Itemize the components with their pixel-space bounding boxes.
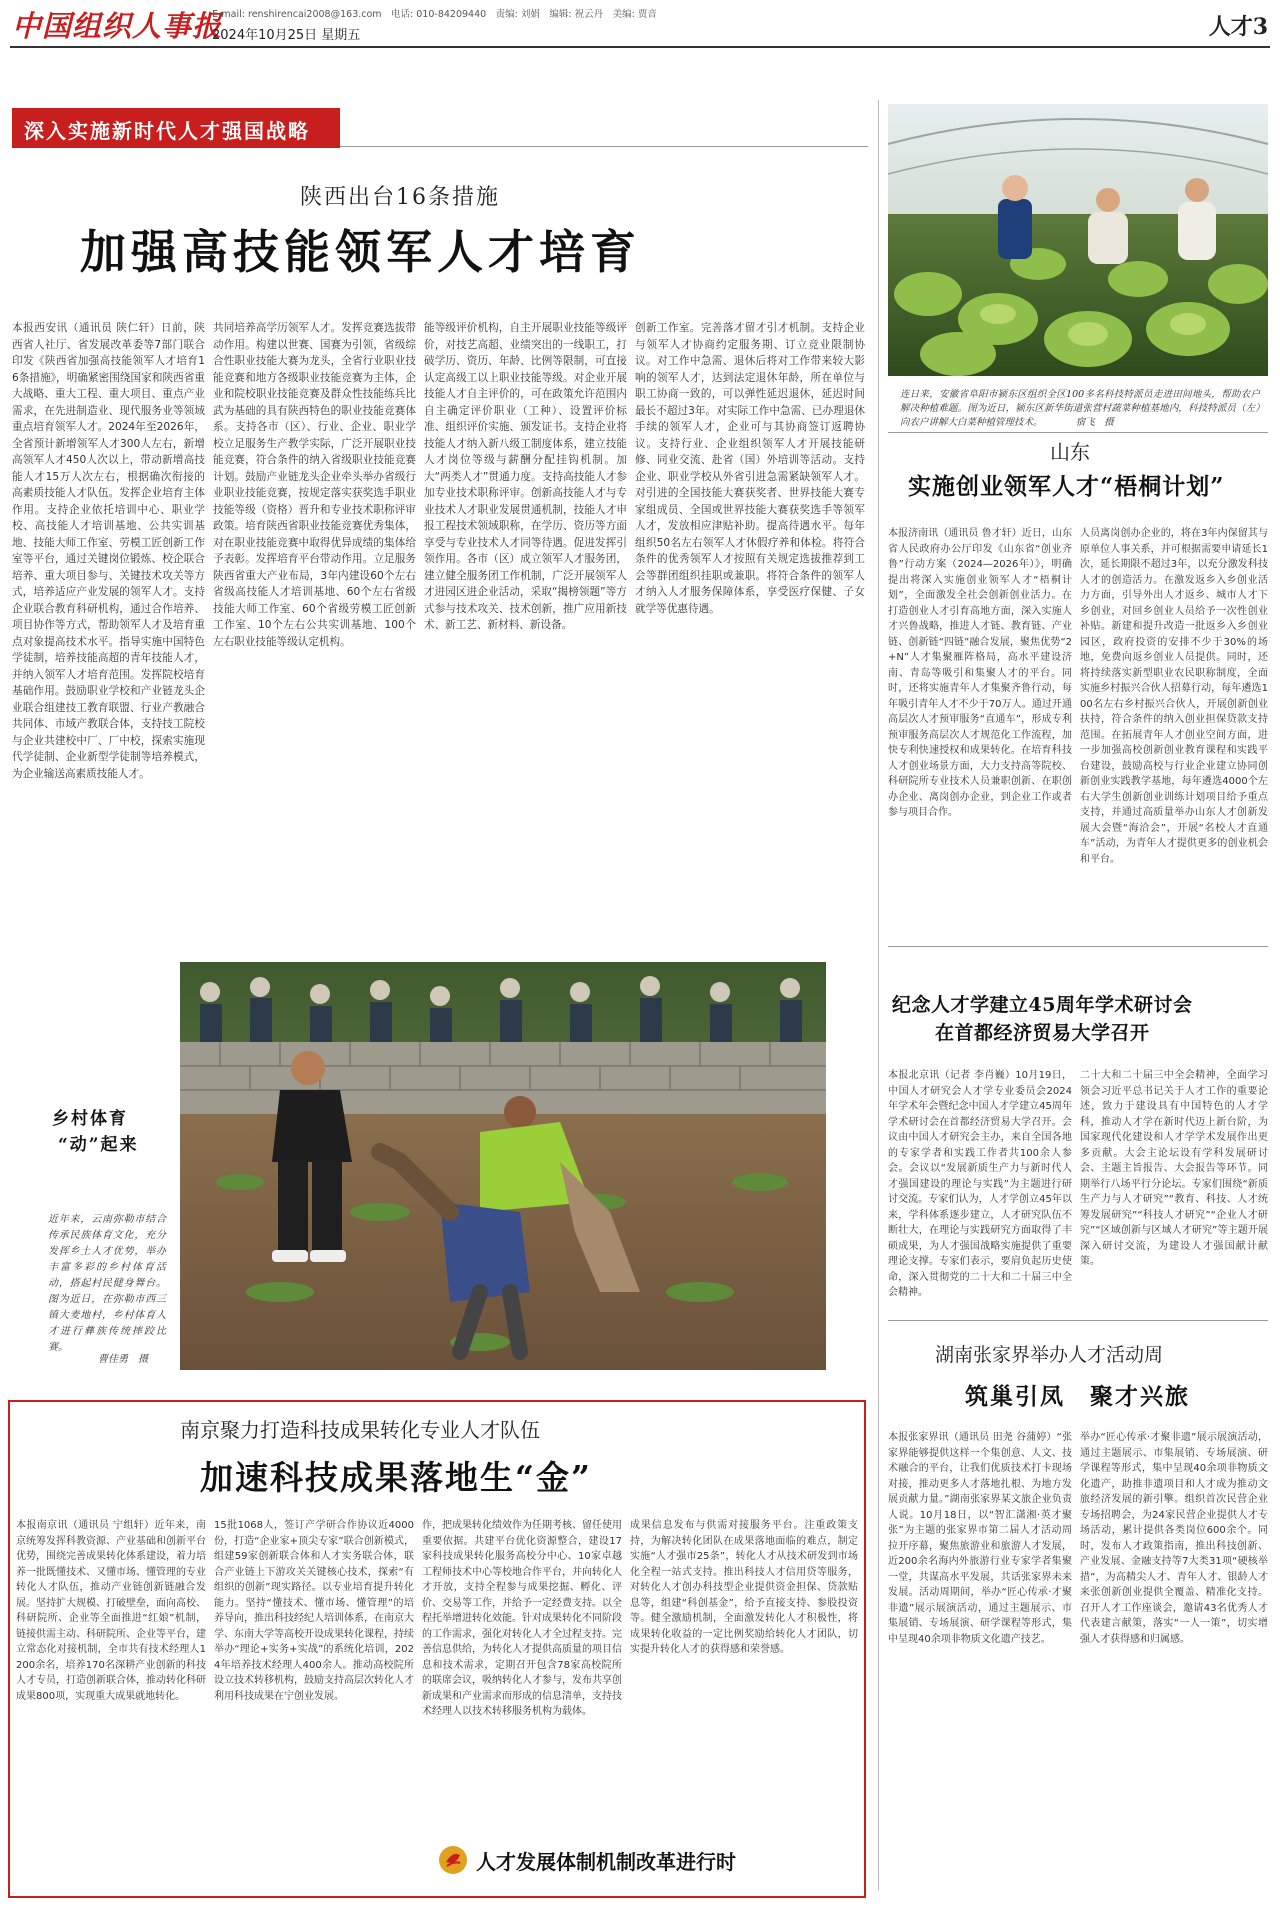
- shandong-col-2: [1080, 526, 1268, 940]
- topic-banner: [12, 108, 340, 148]
- hunan-kicker: 湖南张家界举办人才活动周: [935, 1344, 1164, 1366]
- nanjing-col-4: [630, 1518, 858, 1836]
- hunan-headline: 筑巢引凤 聚才兴旅: [965, 1383, 1190, 1410]
- sports-title-1: 乡村体育: [52, 1109, 128, 1129]
- lead-col-4-text: 创新工作室。完善落才留才引才机制。支持企业与领军人才协商约定服务期、订立竞业限制协议。对工作中急需、退休后将对工作带来较大影响的领军人才，达到法定退休年龄，所在单位与职工协商一致的，可以弹性延迟退休，延迟时间最长不超过3年。对实际工作中急需、已办理退休手续的领军人才，企业可与其协商签订返聘协议。支持行业、企业组织领军人才开展技能研修、同业交流、赴省（国）外培训等活动。支持企业、职业学校从外省引进急需紧缺领军人才。对引进的全国技能大赛获奖者、世界技能大赛专家组成员、全国或世界技能大赛获奖选手等领军人才，发放相应津贴补助。提高待遇水平。每年组织50名左右领军人才休假疗养和体检。将符合条件的优秀领军人才按照有关规定选拔推荐到工会等群团组织挂职或兼职。将符合条件的领军人才纳入人才服务保障体系，享受医疗保健、子女就学等优惠待遇。: [635, 322, 865, 615]
- nanjing-col-3: [422, 1518, 622, 1890]
- masthead: [0, 0, 1280, 46]
- nanjing-col-2: [214, 1518, 414, 1890]
- column-divider: [878, 100, 879, 1890]
- greenhouse-photo: [888, 104, 1268, 376]
- wrestling-photo: [180, 962, 826, 1370]
- hunan-col-2: [1080, 1430, 1268, 1890]
- shandong-rule: [888, 946, 1268, 947]
- banner-rule: [340, 146, 868, 147]
- wrestling-illustration: [180, 962, 826, 1370]
- photo1-rule: [888, 432, 1268, 433]
- shandong-col-1: [888, 526, 1072, 940]
- greenhouse-caption: 连日来，安徽省阜阳市颍东区组织全区100多名科技特派员走进田间地头，帮助农户解决种植难题。图为近日，颍东区新华街道张营村蔬菜种植基地内，科技特派员（左）向农户讲解大白菜种植管理技术。 宿飞 摄: [900, 389, 1260, 428]
- lead-col-1-text: 本报西安讯（通讯员 陕仁轩）日前，陕西省人社厅、省发展改革委等7部门联合印发《陕西省加强高技能领军人才培育16条措施》，明确紧密围绕国家和陕西省重大战略、重大工程、重大项目、重点产业需求，在先进制造业、现代服务业等领域重点培育领军人才。2024年至2026年，全省预计新增领军人才300人左右，新增高领军人才450人次以上，带动新增高技能人才15万人次左右，根据确次衔接的高素质技能人才队伍。发挥企业培育主体作用。支持企业依托培训中心、职业学校、高技能人才培训基地、公共实训基地、技能大师工作室、劳模工匠创新工作室等平台，通过关键岗位锻炼、校企联合培养、重大项目参与、关键技术攻关等方式，培养适应产业发展的领军人才。支持企业联合教育科研机构，通过合作培养、项目协作等方式，帮助领军人才及培育重点对象提高技术水平。指导实施中国特色学徒制，培养技能高超的青年技能人才，并纳入领军人才培育范围。发挥院校培育基础作用。鼓励职业学校和产业链龙头企业联合组建技工教育联盟、行业产教融合共同体、市域产教联合体，支持技工院校与企业共建校中厂、厂中校，探索实施现代学徒制、企业新型学徒制等培养模式，为企业输送高素质技能人才。: [12, 322, 205, 780]
- seminar-col-2-text: 二十大和二十届三中全会精神，全面学习领会习近平总书记关于人才工作的重要论述，致力于建设具有中国特色的人才学科，推动人才学在新时代迈上新台阶，为国家现代化建设和人才学学术发展作出更多贡献。大会主论坛设有学科发展研讨会、主题主旨报告、大会报告等环节。同期举行八场平行分论坛。专家们围绕“新质生产力与人才研究”“教育、科技、人才统筹发展研究”“科技人才研究”“企业人才研究”“区域创新与区域人才研究”等主题开展深入研讨交流，为建设人才强国献计献策。: [1080, 1070, 1268, 1267]
- nanjing-col-2-text: 15批1068人，签订产学研合作协议近4000份，打造“企业家+顶尖专家”联合创新模式，组建59家创新联合体和人才实务联合体，联合产业链上下游攻关关键核心技术，探索“有组织的创新”现实路径。以专业培育提升转化能力。坚持“懂技术、懂市场、懂管理”的培养导向，推出科技经纪人培训体系，在南京大学、东南大学等高校开设成果转化课程，持续举办“理论+实务+实战”的系统化培训，2024年培养技术经理人400余人。推动高校院所设立技术转移机构，鼓励支持高层次转化人才利用科技成果在宁创业发展。: [214, 1520, 414, 1702]
- sports-credit: 曹佳勇 摄: [98, 1354, 148, 1365]
- hunan-col-1: [888, 1430, 1072, 1890]
- shandong-col-2-text: 人员离岗创办企业的，将在3年内保留其与原单位人事关系，并可根据需要申请延长1次，延长期限不超过3年，以充分激发科技人才的创造活力。在激发返乡入乡创业活力方面，引导外出人才返乡、城市人才下乡创业，对回乡创业人员给予一次性创业补贴。新建和提升改造一批返乡入乡创业园区，政府投资的安排不少于30%的场地，免费向返乡创业人员提供。同时，还将持续落实新型职业农民职称制度，全面实施乡村振兴合伙人招募行动，每年遴选100名左右乡村振兴合伙人，开展创新创业扶持，符合条件的纳入创业担保贷款支持范围。在拓展青年人才创业空间方面，进一步加强高校创新创业教育课程和实践平台建设，鼓励高校与行业企业建立协同创新创业实践教学基地，每年遴选4000个左右大学生创新创业训练计划项目给予重点支持，并通过高质量举办山东人才创新发展大会暨“海洽会”，开展“名校人才直通车”活动，为青年人才提供更多的创业机会和平台。: [1080, 528, 1268, 865]
- greenhouse-illustration: [888, 104, 1268, 376]
- seminar-headline-2: 在首都经济贸易大学召开: [935, 1022, 1150, 1044]
- seminar-col-1: [888, 1068, 1072, 1310]
- issue-date: 2024年10月25日 星期五: [212, 28, 361, 43]
- leaf-emblem-icon: [438, 1845, 468, 1875]
- seminar-col-2: [1080, 1068, 1268, 1310]
- banner-label: 深入实施新时代人才强国战略: [24, 119, 310, 143]
- nanjing-col-1-text: 本报南京讯（通讯员 宁组轩）近年来，南京统筹发挥科教资源、产业基础和创新平台优势，围绕完善成果转化体系建设，着力培养一批既懂技术、又懂市场、懂管理的专业转化人才队伍，推动产业链创新链融合发展。坚持扩大规模、打破壁垒，面向高校、科研院所、企业等全面推进“红娘”机制，链接供需主动、科研院所、企业等平台，建立常态化对接机制，全市共有技术经理人1200余名，培养170名深耕产业创新的科技人才专员，打造创新联合体，推动转化科研成果800项，实现重大成果就地转化。: [16, 1520, 206, 1702]
- lead-kicker: 陕西出台16条措施: [300, 185, 500, 210]
- sports-title-2: “动”起来: [58, 1135, 139, 1155]
- lead-col-2: [213, 320, 416, 920]
- lead-col-3: [424, 320, 627, 920]
- hunan-col-1-text: 本报张家界讯（通讯员 田尧 谷蒲婷）“张家界能够提供这样一个集创意、人文、技术融合的平台，让我们优质技术打卡现场对接，推动更多人才落地扎根、为地方发展贡献力量。”湖南张家界某文旅企业负责人说。10月18日，以“智汇潇湘·英才聚张”为主题的张家界市第二届人才活动周拉开序幕，聚焦旅游业和旅游人才发展，近200余名海内外旅游行业专家学者集聚一堂，共谋高水平发展，共话张家界未来发展。活动周期间，举办“匠心传承·才聚非遗”展示展演活动，通过主题展示、市集展销、专场展演、研学课程等形式，集中呈现40余项非物质文化遗产技艺。: [888, 1432, 1072, 1645]
- seminar-col-1-text: 本报北京讯（记者 李肖巍）10月19日，中国人才研究会人才学专业委员会2024年学术年会暨纪念中国人才学建立45周年学术研讨会在首都经济贸易大学召开。会议由中国人才研究会主办，来自全国各地的专家学者和实践工作者共100余人参会。会议以“发展新质生产力与新时代人才强国建设的理论与实践”为主题进行研讨交流。专家们认为，人才学创立45年以来，学科体系逐步建立，人才研究队伍不断壮大，在理论与实践研究方面取得了丰硕成果，为人才强国战略实施提供了重要理论支撑。专家们表示，要肩负起历史使命，深入贯彻党的二十大和二十届三中全会精神。: [888, 1070, 1072, 1298]
- seminar-rule: [888, 1320, 1268, 1321]
- lead-col-1: [12, 320, 205, 920]
- nanjing-col-4-text: 成果信息发布与供需对接服务平台。注重政策支持，为解决转化团队在成果落地面临的难点，制定实施“人才强市25条”，转化人才从技术研发到市场化全程一站式支持。推出科技人才信用贷等服务，对转化人才创办科技型企业提供资金担保、贷款贴息等，组建“科创基金”，给予直接支持、参股投资等。健全激励机制，全面激发转化人才积极性，将成果转化收益的一定比例奖励给转化人才团队，切实提升转化人才的获得感和荣誉感。: [630, 1520, 858, 1655]
- lead-headline: 加强高技能领军人才培育: [80, 225, 641, 279]
- nanjing-col-3-text: 作，把成果转化绩效作为任期考核、留任使用重要依据。共建平台优化资源整合，建设17家科技成果转化服务高校分中心、10家卓越工程师技术中心等校地合作平台，并向转化人才开放，支持全程参与成果挖掘、孵化、评价、交易等工作，并给予一定经费支持。以全程托举增进转化效能。针对成果转化不同阶段的工作需求，强化对转化人才全过程支持。完善信息供给，为转化人才提供高质量的项目信息和技术需求，定期召开包含78家高校院所的联席会议，吸纳转化人才参与，发布共享创新成果和产业需求而形成的信息清单，支持技术经理人以技术转移服务机构为载体。: [422, 1520, 622, 1717]
- nanjing-kicker: 南京聚力打造科技成果转化专业人才队伍: [180, 1418, 540, 1442]
- shandong-headline: 实施创业领军人才“梧桐计划”: [908, 473, 1225, 500]
- lead-col-4: [635, 320, 865, 920]
- reform-footer-badge: [438, 1840, 858, 1880]
- masthead-rule: [10, 46, 1270, 48]
- hunan-col-2-text: 举办“匠心传承·才聚非遗”展示展演活动，通过主题展示、市集展销、专场展演、研学课程等形式，集中呈现40余项非物质文化遗产，助推非遗项目和人才成为推动文旅经济发展的新引擎。组织首次民营企业专场招聘会，为24家民营企业提供人才专场活动，累计提供各类岗位600余个。同时，发布人才政策指南，推出科技创新、产业发展、金融支持等7大类31项“硬核举措”，为高精尖人才、青年人才、银龄人才来张创新创业提供全覆盖、精准化支持。召开人才工作座谈会，邀请43名优秀人才代表建言献策，落实“一人一策”，切实增强人才获得感和归属感。: [1080, 1432, 1268, 1645]
- shandong-col-1-text: 本报济南讯（通讯员 鲁才轩）近日，山东省人民政府办公厅印发《山东省“创业齐鲁”行动方案（2024—2026年）》，明确提出将深入实施创业领军人才“梧桐计划”，全面激发全社会创新创业活力。在打造创业人才引育高地方面，深入实施人才兴鲁战略，推进人才链、教育链、产业链、创新链“四链”融合发展，聚焦优势“2+N”人才集聚雁阵格局，高水平建设济南、青岛等吸引和集聚人才的平台。同时，还将实施青年人才集聚齐鲁行动，每年吸引青年人才不少于70万人。通过开通高层次人才预审服务“直通车”，形成专利预审服务高层次人才规范化工作流程，加快专利快速授权和成果转化。在培育科技人才创业场景方面，大力支持高等院校、科研院所专业技术人员兼职创新、在职创办企业、离岗创办企业，到企业工作或者参与项目合作。: [888, 528, 1072, 818]
- shandong-kicker: 山东: [1050, 440, 1090, 464]
- reform-footer-label: 人才发展体制机制改革进行时: [476, 1850, 736, 1874]
- newspaper-logo: 中国组织人事报: [12, 9, 223, 43]
- nanjing-col-1: [16, 1518, 206, 1890]
- masthead-contact: E-mail: renshirencai2008@163.com 电话: 010-84209440 责编: 刘娟 编辑: 祝云丹 美编: 贾音: [212, 9, 657, 20]
- lead-col-2-text: 共同培养高学历领军人才。发挥竞赛选拔带动作用。构建以世赛、国赛为引领，省级综合性职业技能大赛为龙头，全省行业职业技能竞赛和地方各级职业技能竞赛为主体，企业和院校职业技能竞赛及群众性技能练兵比武为基础的具有陕西特色的职业技能竞赛体系。支持各市（区）、行业、企业、职业学校立足服务生产教学实际，广泛开展职业技能竞赛，符合条件的纳入省级职业技能竞赛计划。鼓励产业链龙头企业牵头举办省级行业职业技能竞赛，按规定落实获奖选手职业技能等级（资格）晋升和专业技术职称评审政策。培育陕西省职业技能竞赛优秀集体，对在职业技能竞赛中取得优异成绩的集体给予表彰。发挥培育平台带动作用。立足服务陕西省重大产业布局，3年内建设60个左右省级高技能人才培训基地、60个左右省级技能大师工作室、60个省级劳模工匠创新工作室、10个左右公共实训基地、100个左右职业技能等级认定机构。: [213, 322, 416, 648]
- nanjing-headline: 加速科技成果落地生“金”: [200, 1458, 592, 1497]
- lead-col-3-text: 能等级评价机构，自主开展职业技能等级评价，对技艺高超、业绩突出的一线职工，打破学历、资历、年龄、比例等限制，可直接认定高级工以上职业技能等级。对企业开展技能人才自主评价的，可在政策允许范围内自主确定评价职业（工种）、设置评价标准、组织评价实施、颁发证书。支持企业将技能人才纳入新八级工制度体系，建立技能人才岗位等级与薪酬分配挂钩机制。加大“两类人才”贯通力度。支持高技能人才参加专业技术职称评审。创新高技能人才与专业技术人才职业发展贯通机制，技能人才申报工程技术领域职称，在学历、资历等方面享受与专业技术人才同等待遇。促进发挥引领作用。各市（区）成立领军人才服务团，建立健全服务团工作机制，广泛开展领军人才进园区进企业活动，采取“揭榜领题”等方式参与技术攻关、技术创新，推广应用新技术、新工艺、新材料、新设备。: [424, 322, 627, 631]
- page-section: 人才3: [1208, 14, 1268, 40]
- seminar-headline-1: 纪念人才学建立45周年学术研讨会: [892, 994, 1193, 1016]
- sports-caption: 近年来，云南弥勒市结合传承民族体育文化，充分发挥乡土人才优势，举办丰富多彩的乡村体育活动，搭起村民健身舞台。图为近日，在弥勒市西三镇大麦地村，乡村体育人才进行彝族传统摔跤比赛。: [48, 1214, 166, 1353]
